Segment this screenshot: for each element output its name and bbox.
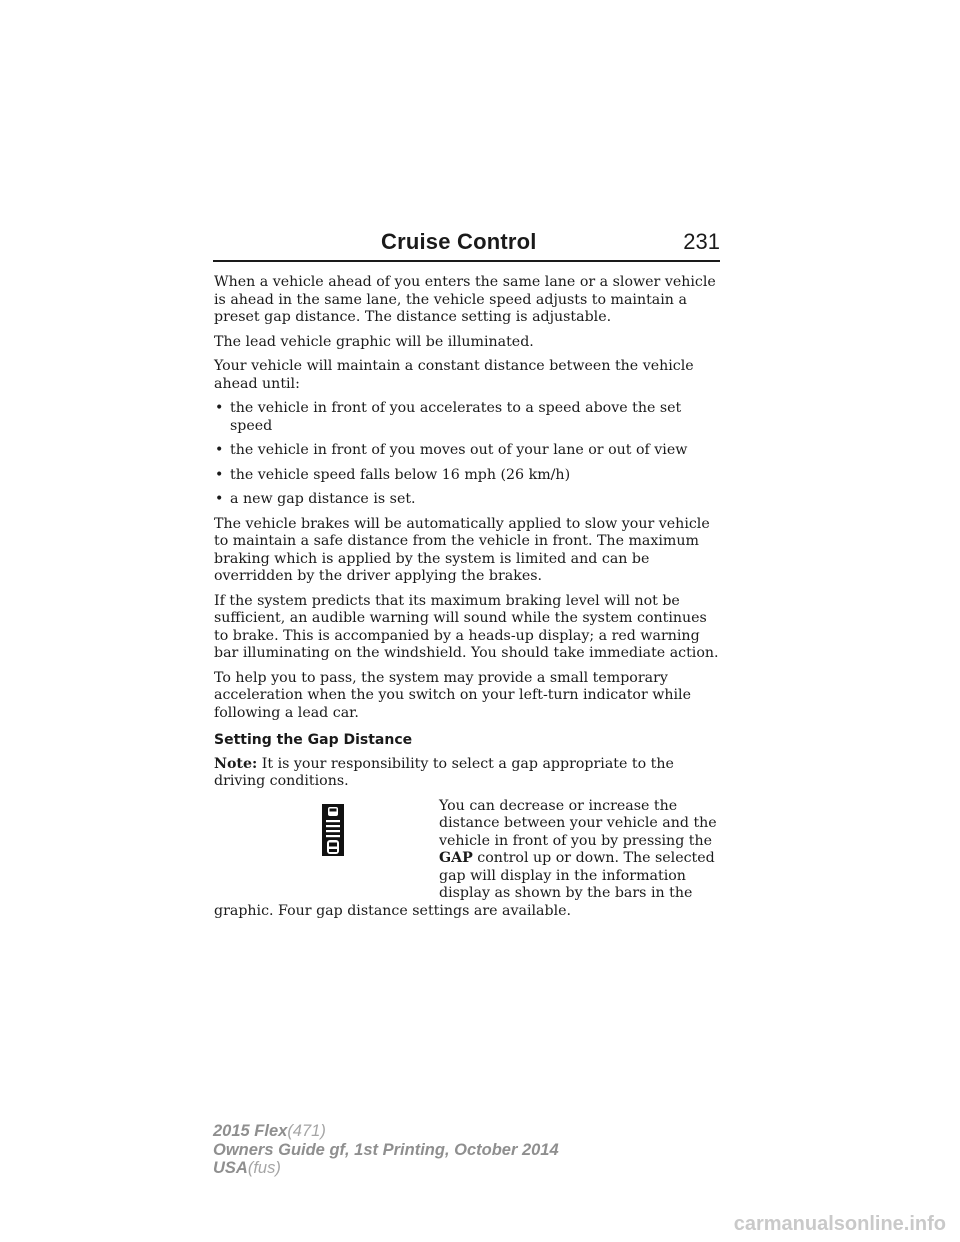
note-text: It is your responsibility to select a gap appropriate to the driving conditions. — [214, 755, 674, 789]
paragraph-maintain-distance: Your vehicle will maintain a constant distance between the vehicle ahead until: — [214, 358, 694, 392]
gap-text-after: control up or down. The selected gap will display in the information display as shown by the bars in the graphic. Four gap distance settings are available. — [214, 850, 715, 919]
section-heading: Setting the Gap Distance — [214, 732, 413, 748]
paragraph-braking: The vehicle brakes will be automatically applied to slow your vehicle to maintain a safe distance from the vehicle in front. The maximum braking which is applied by the system is limited and can be overridden by the driver applying the brakes. — [214, 515, 710, 584]
bullet-glyph: • — [215, 400, 224, 416]
list-item-text: the vehicle speed falls below 16 mph (26 km/h) — [230, 466, 571, 483]
list-item-text: a new gap distance is set. — [230, 491, 416, 507]
watermark: carmanualsonline.info — [733, 1213, 946, 1235]
footer-market-code: (fus) — [247, 1159, 281, 1177]
condition-list — [214, 400, 724, 509]
gap-distance-icon — [322, 804, 344, 856]
paragraph-warning: If the system predicts that its maximum braking level will not be sufficient, an audible warning will sound while the system continues to brake. This is accompanied by a heads-up display; a red warning bar illuminating on the windshield. You should take immediate action. — [214, 592, 719, 661]
bullet-glyph: • — [215, 491, 224, 507]
gap-figure — [214, 798, 439, 886]
header-rule — [213, 260, 720, 262]
paragraph-gap-intro: When a vehicle ahead of you enters the same lane or a slower vehicle is ahead in the same lane, the vehicle speed adjusts to maintain a preset gap distance. The distance setting is adjustable. — [214, 274, 716, 325]
footer-model-code: (471) — [287, 1122, 326, 1140]
footer-line-model — [213, 1122, 559, 1141]
footer-market: USA — [213, 1159, 248, 1177]
list-item — [214, 467, 724, 485]
section-title: Cruise Control — [381, 229, 537, 254]
page-header — [213, 226, 720, 262]
bullet-glyph: • — [215, 466, 224, 483]
paragraph-passing: To help you to pass, the system may provide a small temporary acceleration when the you switch on your left-turn indicator while following a lead car. — [214, 669, 691, 721]
gap-setting-block — [214, 798, 724, 921]
list-item — [214, 442, 724, 460]
footer-model: 2015 Flex — [213, 1122, 288, 1140]
list-item — [214, 491, 724, 509]
page-footer — [213, 1122, 559, 1178]
gap-text-before: You can decrease or increase the distance between your vehicle and the vehicle in front of you by pressing the — [439, 797, 717, 849]
list-item — [214, 400, 724, 435]
footer-printing: Owners Guide gf, 1st Printing, October 2014 — [213, 1140, 559, 1159]
gap-control-label: GAP — [439, 850, 473, 866]
note-paragraph — [214, 756, 724, 791]
footer-line-market — [213, 1159, 559, 1178]
bullet-glyph: • — [215, 442, 224, 458]
list-item-text: the vehicle in front of you accelerates to a speed above the set speed — [230, 400, 682, 434]
note-label: Note: — [214, 755, 258, 772]
paragraph-lead-graphic: The lead vehicle graphic will be illuminated. — [214, 333, 534, 350]
body-content — [214, 274, 724, 927]
list-item-text: the vehicle in front of you moves out of your lane or out of view — [230, 442, 688, 458]
page-number: 231 — [683, 229, 720, 254]
